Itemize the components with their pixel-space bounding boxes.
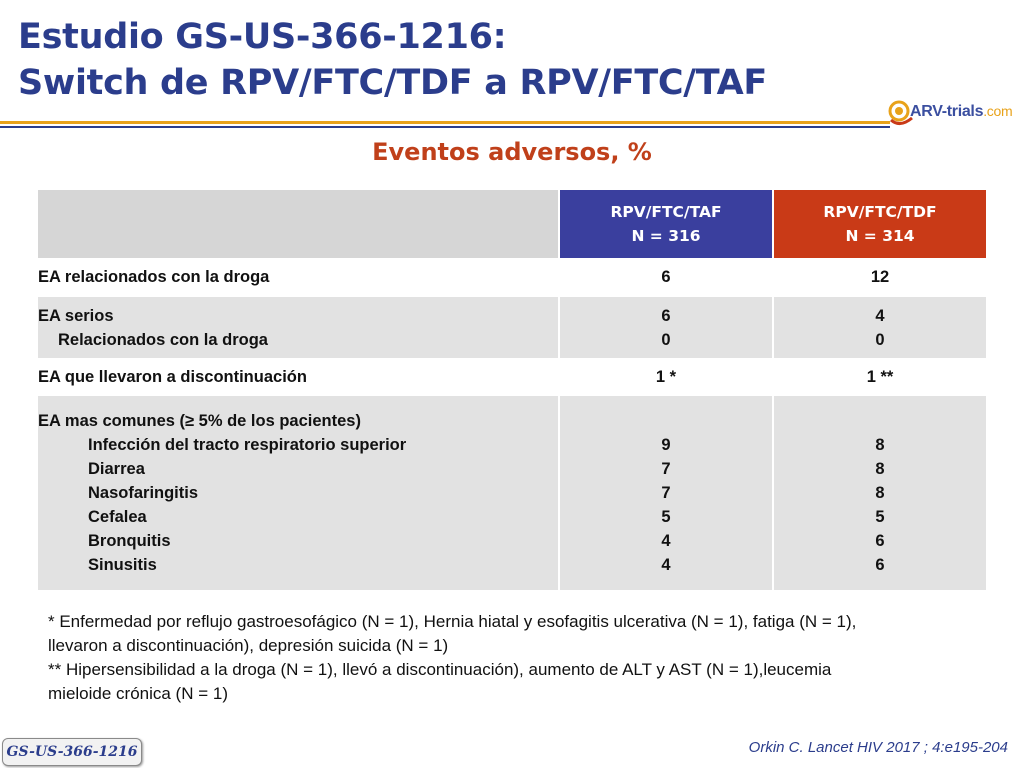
footnote-line: llevaron a discontinuación), depresión suicida (N = 1) xyxy=(48,636,449,655)
header-tdf-n: N = 314 xyxy=(845,227,915,245)
tdf-item-value: 8 xyxy=(875,460,885,478)
tdf-item-value: 6 xyxy=(875,556,885,574)
table-row xyxy=(37,296,987,359)
table-row xyxy=(37,259,987,296)
title-line-1: Estudio GS-US-366-1216: xyxy=(18,17,507,57)
footnotes xyxy=(48,610,1008,706)
tdf-item-value: 8 xyxy=(875,436,885,454)
study-tag: GS-US-366-1216 xyxy=(2,738,142,766)
arv-trials-logo xyxy=(888,98,1016,130)
title-rule-blue xyxy=(0,126,890,128)
common-ae-item: Sinusitis xyxy=(88,556,157,574)
common-ae-item: Infección del tracto respiratorio superior xyxy=(88,436,407,454)
tdf-value-sub: 0 xyxy=(875,330,885,349)
tdf-value: 12 xyxy=(773,259,987,296)
header-blank-cell xyxy=(37,189,559,259)
taf-value-main: 6 xyxy=(661,306,671,325)
footnote-line: mieloide crónica (N = 1) xyxy=(48,684,228,703)
adverse-events-table xyxy=(36,188,988,592)
table-header-row xyxy=(37,189,987,259)
row-label xyxy=(37,395,559,591)
common-ae-item: Diarrea xyxy=(88,460,145,478)
taf-value: 6 xyxy=(559,259,773,296)
tdf-item-value: 6 xyxy=(875,532,885,550)
header-taf-n: N = 316 xyxy=(631,227,701,245)
common-ae-item: Nasofaringitis xyxy=(88,484,199,502)
footnote-line: * Enfermedad por reflujo gastroesofágico (N = 1), Hernia hiatal y esofagitis ulcerativa (N = 1), fatiga (N = 1), xyxy=(48,612,857,631)
row-label-main: EA serios xyxy=(38,306,114,325)
tdf-value xyxy=(773,395,987,591)
title-rule-gold xyxy=(0,121,890,124)
tdf-value: 1 ** xyxy=(773,359,987,395)
taf-value xyxy=(559,296,773,359)
tdf-item-value: 8 xyxy=(875,484,885,502)
table-row xyxy=(37,359,987,395)
taf-item-value: 4 xyxy=(661,556,671,574)
taf-value: 1 * xyxy=(559,359,773,395)
taf-item-value: 5 xyxy=(661,508,671,526)
row-sublabel: Relacionados con la droga xyxy=(58,330,268,349)
slide-title xyxy=(18,14,767,106)
taf-item-value: 7 xyxy=(661,484,671,502)
taf-value xyxy=(559,395,773,591)
header-tdf xyxy=(773,189,987,259)
taf-value-sub: 0 xyxy=(661,330,671,349)
table-row xyxy=(37,395,987,591)
taf-item-value: 7 xyxy=(661,460,671,478)
header-taf xyxy=(559,189,773,259)
header-taf-name: RPV/FTC/TAF xyxy=(610,203,722,221)
tdf-value xyxy=(773,296,987,359)
title-line-2: Switch de RPV/FTC/TDF a RPV/FTC/TAF xyxy=(18,63,768,103)
section-subtitle: Eventos adversos, % xyxy=(372,138,652,166)
tdf-item-value: 5 xyxy=(875,508,885,526)
taf-item-value: 4 xyxy=(661,532,671,550)
common-ae-item: Cefalea xyxy=(88,508,147,526)
row-label: EA que llevaron a discontinuación xyxy=(37,359,559,395)
common-ae-item: Bronquitis xyxy=(88,532,171,550)
tdf-value-main: 4 xyxy=(875,306,885,325)
taf-item-value: 9 xyxy=(661,436,671,454)
row-label-main: EA mas comunes (≥ 5% de los pacientes) xyxy=(38,412,361,430)
row-label xyxy=(37,296,559,359)
footnote-line: ** Hipersensibilidad a la droga (N = 1), llevó a discontinuación), aumento de ALT y AST (N = 1),leucemia xyxy=(48,660,832,679)
header-tdf-name: RPV/FTC/TDF xyxy=(823,203,937,221)
citation: Orkin C. Lancet HIV 2017 ; 4:e195-204 xyxy=(748,739,1008,756)
row-label: EA relacionados con la droga xyxy=(37,259,559,296)
logo-text: ARV-trials.com xyxy=(910,103,1013,120)
